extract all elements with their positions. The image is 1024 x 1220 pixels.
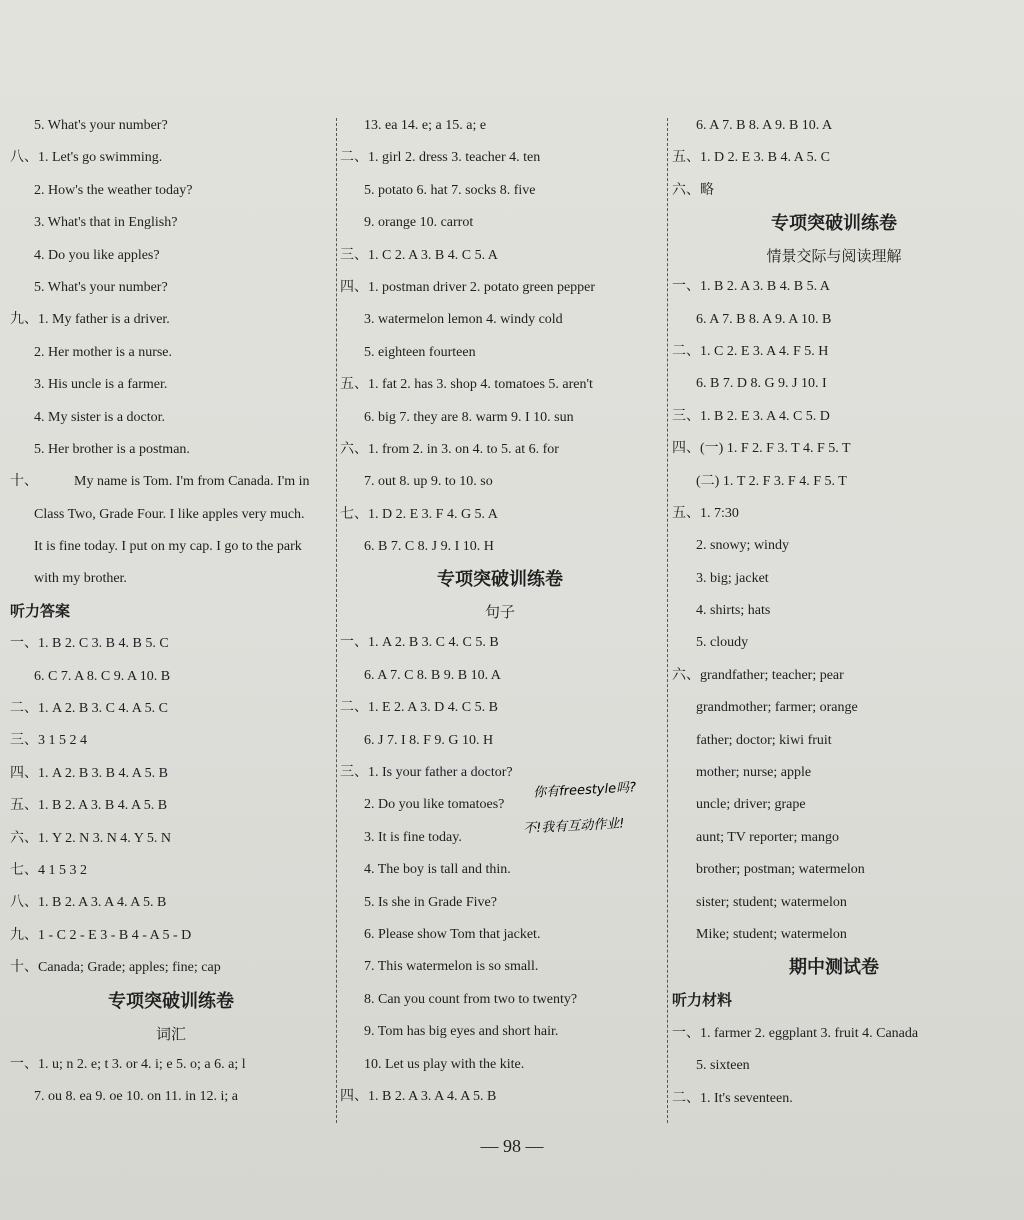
column-1 <box>10 110 332 1113</box>
answer-line: 一、1. farmer 2. eggplant 3. fruit 4. Canada <box>672 1025 919 1041</box>
answer-line: 六、grandfather; teacher; pear <box>672 667 844 683</box>
answer-line: 四、1. postman driver 2. potato green pepper <box>340 279 596 295</box>
column-divider <box>336 118 337 1123</box>
handwritten-note: 你有freestyle吗? <box>532 780 637 801</box>
answer-line: 2. Her mother is a nurse. <box>34 344 173 360</box>
answer-line: 3. big; jacket <box>696 570 769 586</box>
answer-line: 6. J 7. I 8. F 9. G 10. H <box>364 732 494 748</box>
answer-line: (二) 1. T 2. F 3. F 4. F 5. T <box>696 473 847 489</box>
answer-line: 五、1. 7:30 <box>672 505 739 521</box>
answer-line: 四、(一) 1. F 2. F 3. T 4. F 5. T <box>672 441 851 457</box>
answer-line: 五、1. D 2. E 3. B 4. A 5. C <box>672 150 830 166</box>
paragraph-text: My name is Tom. I'm from Canada. I'm in <box>74 474 310 490</box>
section-subheading: 句子 <box>484 603 515 622</box>
answer-line: 八、1. B 2. A 3. A 4. A 5. B <box>10 895 167 911</box>
answer-line: 3. It is fine today. <box>364 829 462 845</box>
answer-line: 5. What's your number? <box>34 118 168 133</box>
section-heading: 期中测试卷 <box>789 957 879 979</box>
answer-line: 4. My sister is a doctor. <box>34 409 166 425</box>
answer-line: grandmother; farmer; orange <box>696 700 858 716</box>
answer-line: 一、1. B 2. C 3. B 4. B 5. C <box>10 636 169 652</box>
section-subheading: 词汇 <box>155 1024 186 1043</box>
answer-line: 三、1. Is your father a doctor? <box>340 765 513 781</box>
answer-line: 五、1. fat 2. has 3. shop 4. tomatoes 5. aren't <box>340 377 593 393</box>
answer-line: 5. potato 6. hat 7. socks 8. five <box>364 182 536 198</box>
paragraph-line: It is fine today. I put on my cap. I go to the park <box>34 539 302 555</box>
answer-line: 七、4 1 5 3 2 <box>10 862 87 878</box>
answer-line: 6. A 7. B 8. A 9. A 10. B <box>696 311 832 327</box>
answer-line: 6. A 7. B 8. A 9. B 10. A <box>696 118 833 133</box>
answer-line: 六、1. from 2. in 3. on 4. to 5. at 6. for <box>340 441 559 457</box>
answer-line: 5. eighteen fourteen <box>364 344 476 360</box>
answer-line: 5. What's your number? <box>34 279 168 295</box>
answer-line: aunt; TV reporter; mango <box>696 829 839 845</box>
answer-line: Mike; student; watermelon <box>696 926 847 942</box>
page-number: — 98 — <box>480 1136 544 1156</box>
answer-line: 六、略 <box>672 182 714 198</box>
answer-line: uncle; driver; grape <box>696 797 806 813</box>
section-subheading: 情景交际与阅读理解 <box>766 247 902 266</box>
answer-line: 3. watermelon lemon 4. windy cold <box>364 312 563 328</box>
answer-line: 5. Her brother is a postman. <box>34 441 190 457</box>
answer-line: mother; nurse; apple <box>696 765 812 781</box>
answer-line: 2. Do you like tomatoes? <box>364 797 505 813</box>
answer-line: 三、1. B 2. E 3. A 4. C 5. D <box>672 408 830 424</box>
column-divider <box>667 118 668 1123</box>
answer-line: 二、1. It's seventeen. <box>672 1090 793 1106</box>
answer-line: 7. ou 8. ea 9. oe 10. on 11. in 12. i; a <box>34 1088 239 1104</box>
answer-line: 6. B 7. D 8. G 9. J 10. I <box>696 376 827 392</box>
answer-line: 6. C 7. A 8. C 9. A 10. B <box>34 668 171 684</box>
answer-line: 八、1. Let's go swimming. <box>10 150 163 166</box>
section-number: 十、 <box>10 474 38 490</box>
answer-line: 6. big 7. they are 8. warm 9. I 10. sun <box>364 409 574 425</box>
answer-line: 2. How's the weather today? <box>34 182 193 198</box>
answer-line: 4. Do you like apples? <box>34 247 160 263</box>
answer-line: 9. Tom has big eyes and short hair. <box>364 1024 559 1040</box>
section-heading: 专项突破训练卷 <box>437 569 563 591</box>
answer-line: 4. shirts; hats <box>696 603 771 619</box>
section-heading: 专项突破训练卷 <box>771 213 897 235</box>
paragraph-line <box>10 466 332 498</box>
answer-line: 2. snowy; windy <box>696 538 789 554</box>
answer-line: father; doctor; kiwi fruit <box>696 732 832 748</box>
section-title: 听力材料 <box>672 992 733 1010</box>
handwritten-note: 不!我有互动作业! <box>522 816 625 837</box>
answer-line: 一、1. A 2. B 3. C 4. C 5. B <box>340 635 499 651</box>
answer-line: sister; student; watermelon <box>696 894 847 910</box>
answer-line: 一、1. u; n 2. e; t 3. or 4. i; e 5. o; a 6. a; l <box>10 1056 246 1072</box>
answer-line: 5. sixteen <box>696 1058 750 1074</box>
column-3 <box>672 110 996 1115</box>
answer-line: 三、1. C 2. A 3. B 4. C 5. A <box>340 247 498 263</box>
section-title: 听力答案 <box>10 602 71 620</box>
answer-line: brother; postman; watermelon <box>696 862 865 878</box>
answer-line: 6. B 7. C 8. J 9. I 10. H <box>364 539 494 555</box>
answer-line: 四、1. B 2. A 3. A 4. A 5. B <box>340 1088 497 1104</box>
paragraph-line: with my brother. <box>34 571 127 587</box>
answer-line: 5. Is she in Grade Five? <box>364 894 497 910</box>
answer-line: 7. out 8. up 9. to 10. so <box>364 474 493 490</box>
answer-line: 三、3 1 5 2 4 <box>10 733 87 749</box>
answer-line: 二、1. C 2. E 3. A 4. F 5. H <box>672 343 829 359</box>
answer-line: 二、1. girl 2. dress 3. teacher 4. ten <box>340 150 541 166</box>
answer-line: 13. ea 14. e; a 15. a; e <box>364 118 487 133</box>
column-2 <box>340 110 660 1113</box>
answer-line: 九、1. My father is a driver. <box>10 312 170 328</box>
answer-line: 六、1. Y 2. N 3. N 4. Y 5. N <box>10 830 171 846</box>
answer-line: 十、Canada; Grade; apples; fine; cap <box>10 960 221 976</box>
answer-line: 七、1. D 2. E 3. F 4. G 5. A <box>340 506 498 522</box>
answer-line: 6. Please show Tom that jacket. <box>364 926 541 942</box>
answer-line: 5. cloudy <box>696 635 749 651</box>
answer-line: 8. Can you count from two to twenty? <box>364 991 578 1007</box>
answer-line: 二、1. E 2. A 3. D 4. C 5. B <box>340 700 498 716</box>
answer-line: 五、1. B 2. A 3. B 4. A 5. B <box>10 798 168 814</box>
section-heading: 专项突破训练卷 <box>108 990 234 1012</box>
answer-line: 二、1. A 2. B 3. C 4. A 5. C <box>10 701 168 717</box>
answer-line: 一、1. B 2. A 3. B 4. B 5. A <box>672 279 830 295</box>
answer-line: 四、1. A 2. B 3. B 4. A 5. B <box>10 765 168 781</box>
answer-line: 7. This watermelon is so small. <box>364 959 539 975</box>
answer-line: 9. orange 10. carrot <box>364 215 474 231</box>
answer-line: 3. His uncle is a farmer. <box>34 377 168 393</box>
answer-line: 九、1 - C 2 - E 3 - B 4 - A 5 - D <box>10 927 192 943</box>
answer-line: 6. A 7. C 8. B 9. B 10. A <box>364 667 501 683</box>
answer-line: 3. What's that in English? <box>34 215 178 231</box>
answer-line: 10. Let us play with the kite. <box>364 1056 525 1072</box>
paragraph-line: Class Two, Grade Four. I like apples very much. <box>34 506 305 522</box>
answer-line: 4. The boy is tall and thin. <box>364 862 511 878</box>
